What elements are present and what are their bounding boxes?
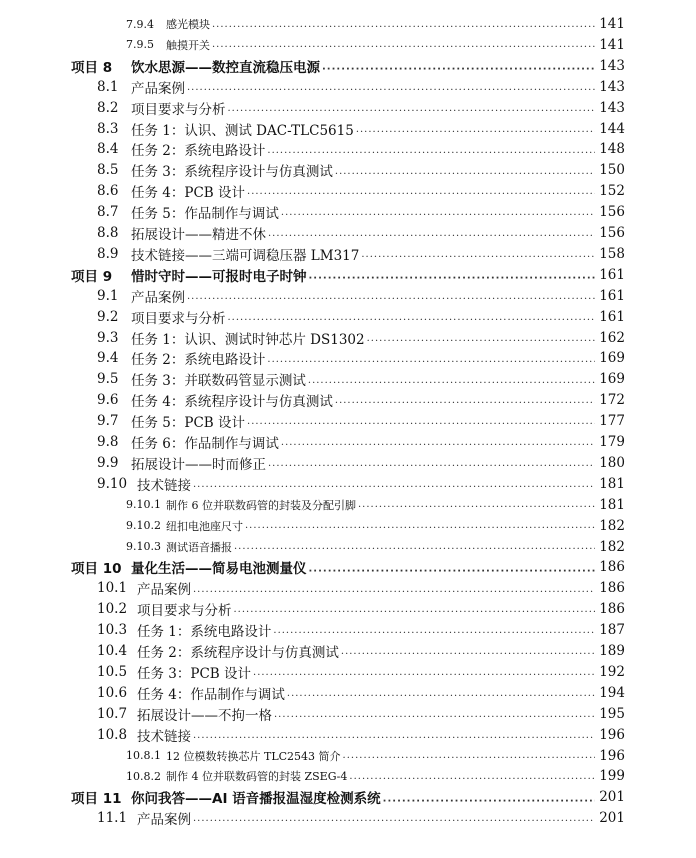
toc-entry-number: 9.9 (97, 454, 119, 471)
toc-entry-number: 9.7 (97, 413, 119, 430)
toc-entry-page: 196 (599, 747, 625, 764)
toc-entry (0, 746, 696, 766)
toc-entry-number: 8.3 (97, 120, 119, 137)
toc-entry-number: 项目 11 (71, 791, 122, 808)
toc-entry-number: 项目 8 (71, 59, 113, 76)
dot-leader (234, 542, 595, 553)
toc-entry (0, 620, 696, 640)
toc-entry-number: 9.10.2 (126, 519, 161, 533)
toc-entry-title: 技术链接 (137, 728, 191, 745)
toc-entry-title: 技术链接——三端可调稳压器 LM317 (131, 247, 360, 264)
dot-leader (343, 751, 595, 762)
toc-entry-number: 10.8.1 (126, 749, 161, 762)
toc-entry-number: 项目 9 (71, 268, 113, 285)
toc-entry-number: 8.9 (97, 245, 119, 262)
toc-entry-number: 10.5 (97, 663, 128, 680)
toc-entry (0, 808, 696, 828)
toc-entry-title: 任务 1：认识、测试时钟芯片 DS1302 (131, 331, 365, 348)
toc-entry-number: 10.2 (97, 601, 128, 618)
dot-leader (187, 290, 595, 304)
toc-entry-page: 199 (599, 768, 625, 785)
toc-entry-page: 181 (599, 475, 625, 492)
toc-entry-page: 152 (599, 183, 625, 200)
toc-entry-title: 产品案例 (131, 80, 185, 97)
toc-entry-number: 项目 10 (71, 561, 122, 578)
dot-leader (274, 708, 595, 722)
toc-entry-page: 177 (599, 413, 625, 430)
toc-entry (0, 704, 696, 724)
toc-entry-number: 9.5 (97, 371, 119, 388)
dot-leader (228, 311, 596, 325)
toc-entry-title: 你问我答——AI 语音播报温湿度检测系统 (131, 791, 381, 808)
dot-leader (187, 81, 595, 95)
toc-entry-number: 9.4 (97, 350, 119, 367)
toc-entry-number: 8.6 (97, 183, 119, 200)
dot-leader (361, 248, 595, 262)
dot-leader (349, 772, 595, 783)
toc-entry-title: 产品案例 (137, 812, 191, 829)
toc-entry (0, 160, 696, 180)
dot-leader (247, 185, 595, 199)
toc-entry-number: 9.6 (97, 392, 119, 409)
toc-entry-page: 194 (599, 684, 625, 701)
toc-entry-title: 任务 5：PCB 设计 (131, 415, 246, 432)
toc-entry-page: 189 (599, 643, 625, 659)
toc-entry (0, 390, 696, 410)
toc-entry (0, 244, 696, 264)
toc-entry (0, 307, 696, 327)
dot-leader (367, 332, 595, 346)
toc-entry-page: 150 (599, 162, 625, 179)
toc-entry-number: 7.9.5 (126, 38, 154, 52)
toc-entry-page: 172 (599, 392, 625, 409)
dot-leader (267, 353, 595, 367)
toc-entry (0, 348, 696, 368)
toc-chapter-entry (0, 265, 696, 285)
toc-entry-number: 10.6 (97, 684, 128, 701)
toc-entry-page: 201 (599, 810, 625, 827)
toc-entry-title: 任务 4：PCB 设计 (131, 185, 246, 202)
toc-entry-title: 制作 4 位并联数码管的封装 ZSEG-4 (166, 770, 348, 784)
toc-entry-page: 144 (599, 120, 625, 137)
toc-entry-page: 192 (599, 663, 625, 680)
toc-entry (0, 766, 696, 786)
toc-entry (0, 516, 696, 536)
toc-entry-title: 任务 2：系统电路设计 (131, 143, 266, 160)
dot-leader (309, 562, 596, 576)
toc-entry (0, 286, 696, 306)
toc-entry-number: 9.1 (97, 287, 119, 304)
toc-entry-page: 180 (599, 454, 625, 471)
toc-entry-title: 任务 3：PCB 设计 (137, 665, 252, 682)
toc-entry-number: 10.4 (97, 643, 128, 659)
toc-entry-page: 201 (599, 789, 625, 806)
dot-leader (308, 374, 595, 388)
dot-leader (193, 812, 595, 826)
toc-entry-number: 8.1 (97, 78, 119, 95)
toc-entry-page: 141 (599, 16, 625, 32)
toc-entry-page: 187 (599, 622, 625, 639)
toc-entry-page: 148 (599, 141, 625, 158)
toc-entry-number: 9.8 (97, 434, 119, 450)
toc-entry (0, 98, 696, 118)
toc-entry-number: 10.3 (97, 622, 128, 639)
toc-entry-page: 169 (599, 350, 625, 367)
dot-leader (335, 394, 595, 408)
toc-entry (0, 474, 696, 494)
toc-entry-page: 169 (599, 371, 625, 388)
toc-entry-number: 8.5 (97, 162, 119, 179)
toc-entry-title: 任务 4：作品制作与调试 (137, 686, 285, 703)
toc-entry-title: 测试语音播报 (166, 540, 232, 554)
toc-entry-title: 纽扣电池座尺寸 (166, 519, 243, 533)
dot-leader (193, 478, 595, 492)
toc-entry-title: 任务 2：系统电路设计 (131, 352, 266, 369)
toc-entry (0, 537, 696, 557)
toc-entry-page: 186 (599, 559, 625, 576)
dot-leader (335, 165, 595, 179)
dot-leader (234, 603, 596, 617)
toc-entry-page: 143 (599, 57, 625, 74)
toc-entry-title: 惜时守时——可报时电子时钟 (131, 268, 307, 285)
toc-entry-page: 162 (599, 329, 625, 346)
toc-entry-page: 161 (599, 266, 625, 283)
toc-entry-number: 10.8.2 (126, 769, 161, 783)
toc-entry-title: 任务 3：并联数码管显示测试 (131, 373, 306, 390)
dot-leader (287, 687, 595, 701)
toc-entry-title: 产品案例 (131, 289, 185, 306)
toc-entry (0, 369, 696, 389)
toc-entry-title: 任务 3：系统程序设计与仿真测试 (131, 164, 333, 181)
toc-entry (0, 223, 696, 243)
toc-entry-number: 9.10 (97, 475, 128, 492)
toc-entry (0, 578, 696, 598)
toc-entry-page: 182 (599, 517, 625, 534)
dot-leader (193, 583, 595, 597)
toc-entry-title: 任务 1：系统电路设计 (137, 624, 272, 641)
toc-entry-number: 8.2 (97, 99, 119, 116)
toc-entry-page: 156 (599, 225, 625, 241)
dot-leader (358, 500, 595, 511)
toc-entry (0, 14, 696, 34)
toc-chapter-entry (0, 787, 696, 807)
toc-entry-number: 10.7 (97, 705, 128, 722)
toc-entry-number: 11.1 (97, 810, 128, 827)
toc-entry-title: 拓展设计——精进不休 (131, 227, 266, 243)
toc-entry-page: 156 (599, 204, 625, 221)
dot-leader (281, 206, 595, 220)
toc-entry-title: 项目要求与分析 (137, 603, 232, 620)
toc-entry-page: 141 (599, 36, 625, 53)
dot-leader (212, 20, 595, 31)
dot-leader (228, 102, 596, 116)
toc-entry (0, 202, 696, 222)
toc-entry (0, 181, 696, 201)
toc-entry-page: 158 (599, 245, 625, 262)
toc-entry-number: 10.1 (97, 580, 128, 597)
toc-entry (0, 432, 696, 452)
dot-leader (322, 60, 595, 74)
toc-entry (0, 599, 696, 619)
toc-entry (0, 641, 696, 661)
toc-entry-title: 项目要求与分析 (131, 310, 226, 327)
toc-entry-number: 8.8 (97, 225, 119, 241)
toc-entry-title: 12 位模数转换芯片 TLC2543 简介 (166, 749, 341, 763)
dot-leader (273, 624, 595, 638)
toc-entry-title: 项目要求与分析 (131, 101, 226, 118)
toc-entry-page: 143 (599, 78, 625, 95)
dot-leader (267, 144, 595, 158)
toc-entry (0, 411, 696, 431)
toc-entry-title: 拓展设计——不拘一格 (137, 707, 272, 724)
dot-leader (309, 269, 596, 283)
toc-entry-number: 8.7 (97, 204, 119, 221)
toc-entry (0, 35, 696, 55)
toc-entry-number: 10.8 (97, 726, 128, 743)
toc-entry-number: 9.3 (97, 329, 119, 346)
toc-entry (0, 662, 696, 682)
toc-entry-number: 9.10.3 (126, 540, 161, 553)
toc-entry-title: 制作 6 位并联数码管的封装及分配引脚 (166, 498, 356, 512)
toc-entry-page: 196 (599, 726, 625, 743)
toc-entry (0, 119, 696, 139)
toc-entry (0, 77, 696, 97)
toc-entry-title: 饮水思源——数控直流稳压电源 (131, 59, 320, 76)
toc-entry-title: 任务 4：系统程序设计与仿真测试 (131, 394, 333, 411)
toc-chapter-entry (0, 557, 696, 577)
dot-leader (268, 227, 595, 241)
dot-leader (356, 123, 595, 137)
dot-leader (281, 436, 595, 450)
dot-leader (253, 666, 595, 680)
toc-entry-page: 186 (599, 580, 625, 597)
toc-entry-number: 9.10.1 (126, 498, 161, 512)
dot-leader (247, 415, 595, 429)
toc-entry-number: 9.2 (97, 308, 119, 325)
toc-entry (0, 328, 696, 348)
toc-entry-number: 7.9.4 (126, 17, 154, 31)
toc-entry (0, 725, 696, 745)
toc-entry-title: 任务 6：作品制作与调试 (131, 436, 279, 452)
toc-entry-title: 技术链接 (137, 477, 191, 494)
dot-leader (383, 792, 595, 806)
toc-entry-title: 产品案例 (137, 582, 191, 599)
toc-entry-page: 195 (599, 705, 625, 722)
dot-leader (245, 521, 595, 532)
dot-leader (268, 457, 595, 471)
toc-entry-title: 触摸开关 (166, 38, 210, 52)
toc-entry-page: 186 (599, 601, 625, 618)
toc-entry-title: 量化生活——简易电池测量仪 (131, 561, 307, 578)
toc-entry-title: 感光模块 (166, 18, 210, 31)
toc-entry-title: 任务 1：认识、测试 DAC-TLC5615 (131, 122, 354, 139)
toc-entry-page: 143 (599, 99, 625, 116)
toc-entry-title: 拓展设计——时而修正 (131, 456, 266, 473)
toc-entry (0, 495, 696, 515)
toc-entry-title: 任务 5：作品制作与调试 (131, 206, 279, 223)
toc-entry-page: 182 (599, 538, 625, 555)
toc-entry-page: 179 (599, 434, 625, 450)
toc-entry-title: 任务 2：系统程序设计与仿真测试 (137, 645, 339, 661)
dot-leader (212, 40, 595, 51)
toc-entry (0, 453, 696, 473)
dot-leader (341, 645, 595, 659)
toc-entry-number: 8.4 (97, 141, 119, 158)
toc-entry-page: 161 (599, 308, 625, 325)
toc-entry-page: 181 (599, 496, 625, 513)
toc-entry-page: 161 (599, 287, 625, 304)
toc-entry (0, 683, 696, 703)
toc-chapter-entry (0, 56, 696, 76)
toc-entry (0, 139, 696, 159)
dot-leader (193, 729, 595, 743)
